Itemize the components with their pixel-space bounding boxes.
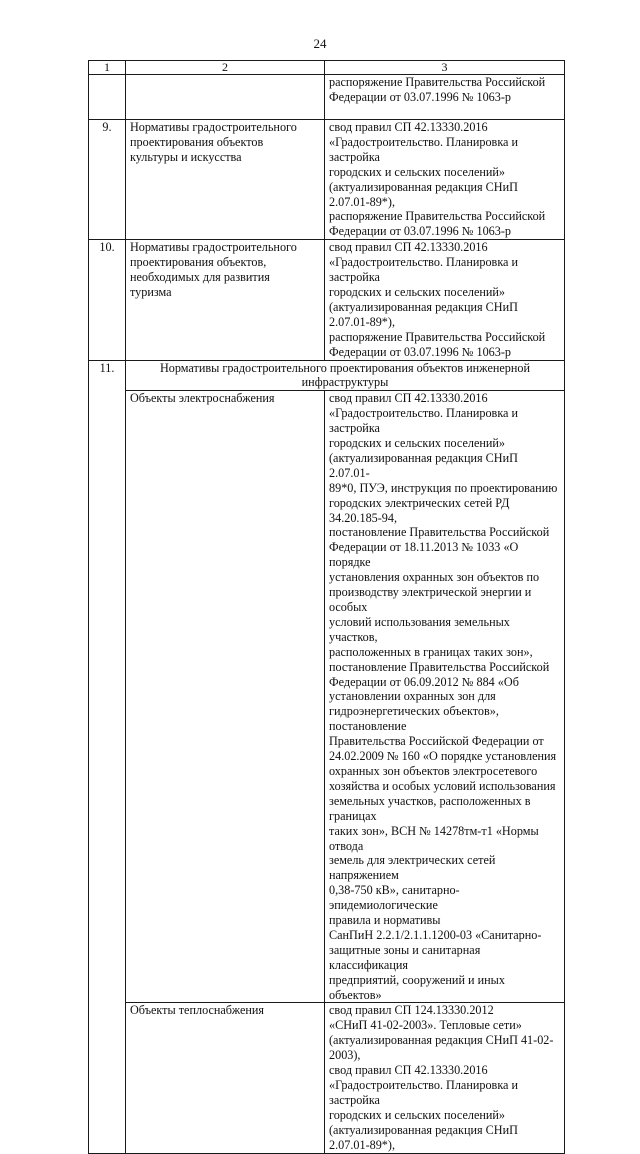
row-number: 11.: [89, 360, 126, 1153]
norm-name: Нормативы градостроительного проектирования объектов культуры и искусства: [126, 120, 325, 240]
section-title: Нормативы градостроительного проектирования объектов инженерной инфраструктуры: [126, 360, 565, 391]
norm-name: Нормативы градостроительного проектирования объектов, необходимых для развития туризма: [126, 240, 325, 360]
norms-table: [88, 60, 565, 1154]
row-number: 9.: [89, 120, 126, 240]
table-row: [89, 120, 565, 240]
table-row: [89, 240, 565, 360]
normative-documents: свод правил СП 124.13330.2012 «СНиП 41-02-2003». Тепловые сети» (актуализированная редакция СНиП 41-02-2003), свод правил СП 42.13330.2016 «Градостроительство. Планировка и застройка городских и сельских поселений» (актуализированная редакция СНиП 2.07.01-89*),: [325, 1003, 565, 1153]
object-name: Объекты электроснабжения: [126, 391, 325, 1003]
row-number: [89, 75, 126, 120]
normative-documents: распоряжение Правительства Российской Федерации от 03.07.1996 № 1063-р: [325, 75, 565, 120]
norm-name: [126, 75, 325, 120]
page-number: 24: [313, 36, 327, 51]
object-name: Объекты теплоснабжения: [126, 1003, 325, 1153]
column-header-3: 3: [325, 61, 565, 75]
table-header-row: [89, 61, 565, 75]
normative-documents: свод правил СП 42.13330.2016 «Градостроительство. Планировка и застройка городских и сельских поселений» (актуализированная редакция СНиП 2.07.01-89*), распоряжение Правительства Российской Федерации от 03.07.1996 № 1063-р: [325, 120, 565, 240]
section-header-row: [89, 360, 565, 391]
column-header-1: 1: [89, 61, 126, 75]
column-header-2: 2: [126, 61, 325, 75]
table-row: [89, 391, 565, 1003]
normative-documents: свод правил СП 42.13330.2016 «Градостроительство. Планировка и застройка городских и сельских поселений» (актуализированная редакция СНиП 2.07.01- 89*0, ПУЭ, инструкция по проектированию городских электрических сетей РД 34.20.185-94, постановление Правительства Российской Федерации от 18.11.2013 № 1033 «О порядке установления охранных зон объектов по производству электрической энергии и особых условий использования земельных участков, расположенных в границах таких зон», постановление Правительства Российской Федерации от 06.09.2012 № 884 «Об установлении охранных зон для гидроэнергетических объектов», постановление Правительства Российской Федерации от 24.02.2009 № 160 «О порядке установления охранных зон объектов электросетевого хозяйства и особых условий использования земельных участков, расположенных в границах таких зон», ВСН № 14278тм-т1 «Нормы отвода земель для электрических сетей напряжением 0,38-750 кВ», санитарно-эпидемиологические правила и нормативы СанПиН 2.2.1/2.1.1.1200-03 «Санитарно- защитные зоны и санитарная классификация предприятий, сооружений и иных объектов»: [325, 391, 565, 1003]
table-row: [89, 1003, 565, 1153]
table-row-continuation: [89, 75, 565, 120]
normative-documents: свод правил СП 42.13330.2016 «Градостроительство. Планировка и застройка городских и сельских поселений» (актуализированная редакция СНиП 2.07.01-89*), распоряжение Правительства Российской Федерации от 03.07.1996 № 1063-р: [325, 240, 565, 360]
row-number: 10.: [89, 240, 126, 360]
